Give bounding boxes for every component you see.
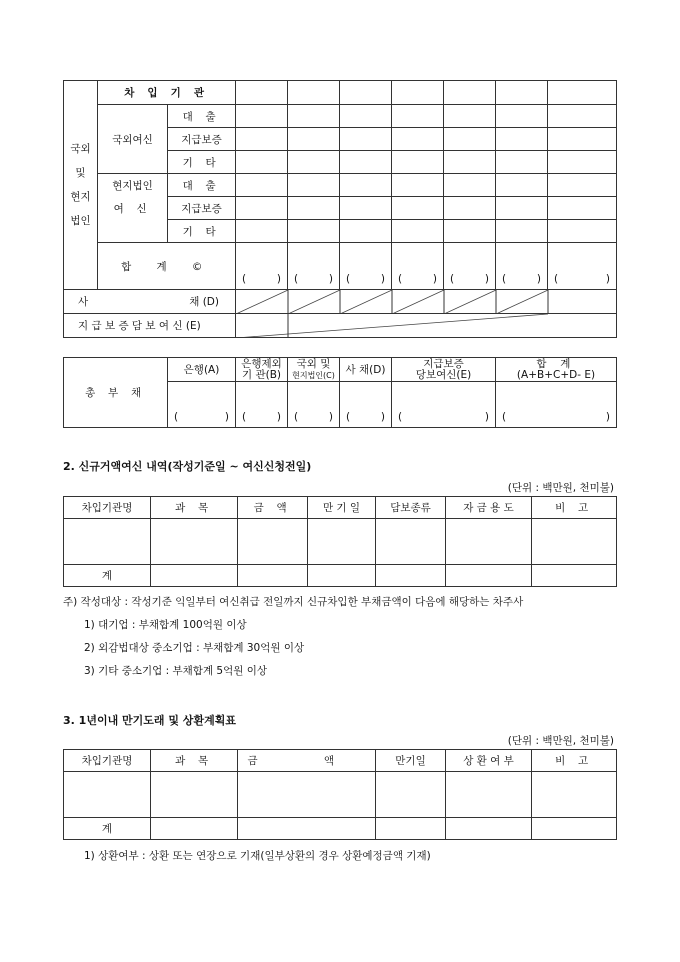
group-local-label: 현지법인 [112, 179, 153, 192]
debenture-diagonal-lines [236, 290, 617, 314]
guarantee-label: 지 급 보 증 담 보 여 신 (E) [64, 314, 236, 338]
group-foreign: 국외여신 [98, 105, 168, 174]
s2-col-purpose: 자 금 용 도 [446, 497, 532, 519]
lender-header: 차 입 기 관 [98, 81, 236, 105]
side-label-1: 국외 [70, 143, 91, 155]
s2-col-lender: 차입기관명 [64, 497, 151, 519]
section2-note-2: 2) 외감법대상 중소기업 : 부채합계 30억원 이상 [84, 642, 305, 654]
s3-total-label: 계 [64, 818, 151, 840]
s2-col-amount: 금 액 [238, 497, 308, 519]
sum-header-line2: (A+B+C+D- E) [516, 368, 596, 381]
nonbank-b-header [236, 358, 288, 382]
section2-note-3: 3) 기타 중소기업 : 부채합계 5억원 이상 [84, 665, 268, 677]
s3-col-repayment: 상 환 여 부 [446, 750, 532, 772]
section3-note: 1) 상환여부 : 상환 또는 연장으로 기재(일부상환의 경우 상환예정금액 기재) [84, 850, 431, 862]
group-local-credit: 여 신 [98, 197, 168, 243]
s3-col-maturity: 만기일 [376, 750, 446, 772]
guarantee-diagonal-area [236, 314, 617, 338]
debenture-d-header-text: 사 채(D) [345, 364, 386, 376]
debenture-label-b: 채 (D) [189, 296, 219, 308]
guarantee-diagonal-line [236, 314, 617, 338]
row-loan-1: 대 출 [168, 105, 236, 128]
debenture-label-a: 사 [78, 296, 89, 308]
side-label-4: 법인 [70, 215, 91, 227]
section2-unit: (단위 : 백만원, 천미불) [507, 482, 614, 494]
foreign-c-line1: 국외 및 [296, 357, 331, 370]
total-liabilities-label: 총 부 채 [64, 358, 168, 428]
nonbank-b-line2: 기 관(B) [241, 368, 282, 381]
bank-a-header [168, 358, 236, 382]
sum-header [496, 358, 617, 382]
section2-note-head: 주) 작성대상 : 작성기준 익일부터 여신취급 전일까지 신규차입한 부채금액이 다음에 해당하는 차주사 [63, 596, 524, 608]
s2-col-maturity: 만 기 일 [308, 497, 376, 519]
row-guarantee-1: 지급보증 [168, 128, 236, 151]
bank-a-header-text: 은행(A) [183, 364, 220, 376]
side-label-2: 및 [75, 167, 86, 179]
debenture-d-header [340, 358, 392, 382]
s3-col-lender: 차입기관명 [64, 750, 151, 772]
s3-col-remarks: 비 고 [532, 750, 617, 772]
guarantee-e-line2: 당보여신(E) [415, 368, 472, 381]
total-liabilities-table: 총 부 채 은행(A) 은행제외 기 관(B) 국외 및 현지법인(C) 사 채(D) 지급보증 당보여신(E) 합 계 (A+B+C+D- E) ( ) ( ) ( ) ( ) ( ) ( ) [63, 357, 617, 428]
s2-total-label: 계 [64, 565, 151, 587]
new-large-credit-table [63, 496, 617, 587]
section2-title: 2. 신규거액여신 내역(작성기준일 ~ 여신신청전일) [63, 460, 312, 473]
total-c-label [98, 243, 236, 290]
total-c-text: 합 계 © [121, 260, 212, 273]
s2-col-collateral: 담보종류 [376, 497, 446, 519]
section2-note-1: 1) 대기업 : 부채합계 100억원 이상 [84, 619, 247, 631]
row-guarantee-2: 지급보증 [168, 197, 236, 220]
debenture-label [64, 290, 236, 314]
maturity-repayment-table [63, 749, 617, 840]
s2-col-remarks: 비 고 [532, 497, 617, 519]
guarantee-e-header [392, 358, 496, 382]
section3-title: 3. 1년이내 만기도래 및 상환계획표 [63, 714, 236, 727]
foreign-c-header [288, 358, 340, 382]
foreign-local-credit-table: 국외 및 현지 법인 차 입 기 관 국외여신 대 출 지급보증 기 타 현지법인 대 출 여 신 지급보증 기 타 합 계 © ( ) ( ) ( ) ( ) ( ) ( ) ( ) 사 채 (D) 지 급 보 증 담 보 여 신 (E) [63, 80, 617, 338]
foreign-c-line2: 현지법인(C) [292, 370, 335, 380]
section3-unit: (단위 : 백만원, 천미불) [507, 735, 614, 747]
guarantee-e-line1: 지급보증 [423, 357, 464, 370]
group-local [98, 174, 168, 197]
row-other-1: 기 타 [168, 151, 236, 174]
s3-col-subject: 과 목 [151, 750, 238, 772]
side-label-cell [64, 81, 98, 290]
row-other-2: 기 타 [168, 220, 236, 243]
row-loan-2: 대 출 [168, 174, 236, 197]
side-label-3: 현지 [70, 191, 91, 203]
s3-col-amount: 금 액 [238, 750, 376, 772]
nonbank-b-line1: 은행제외 [241, 357, 282, 370]
sum-header-line1: 합 계 [536, 357, 576, 370]
s2-col-subject: 과 목 [151, 497, 238, 519]
debenture-diagonal-area [236, 290, 617, 314]
